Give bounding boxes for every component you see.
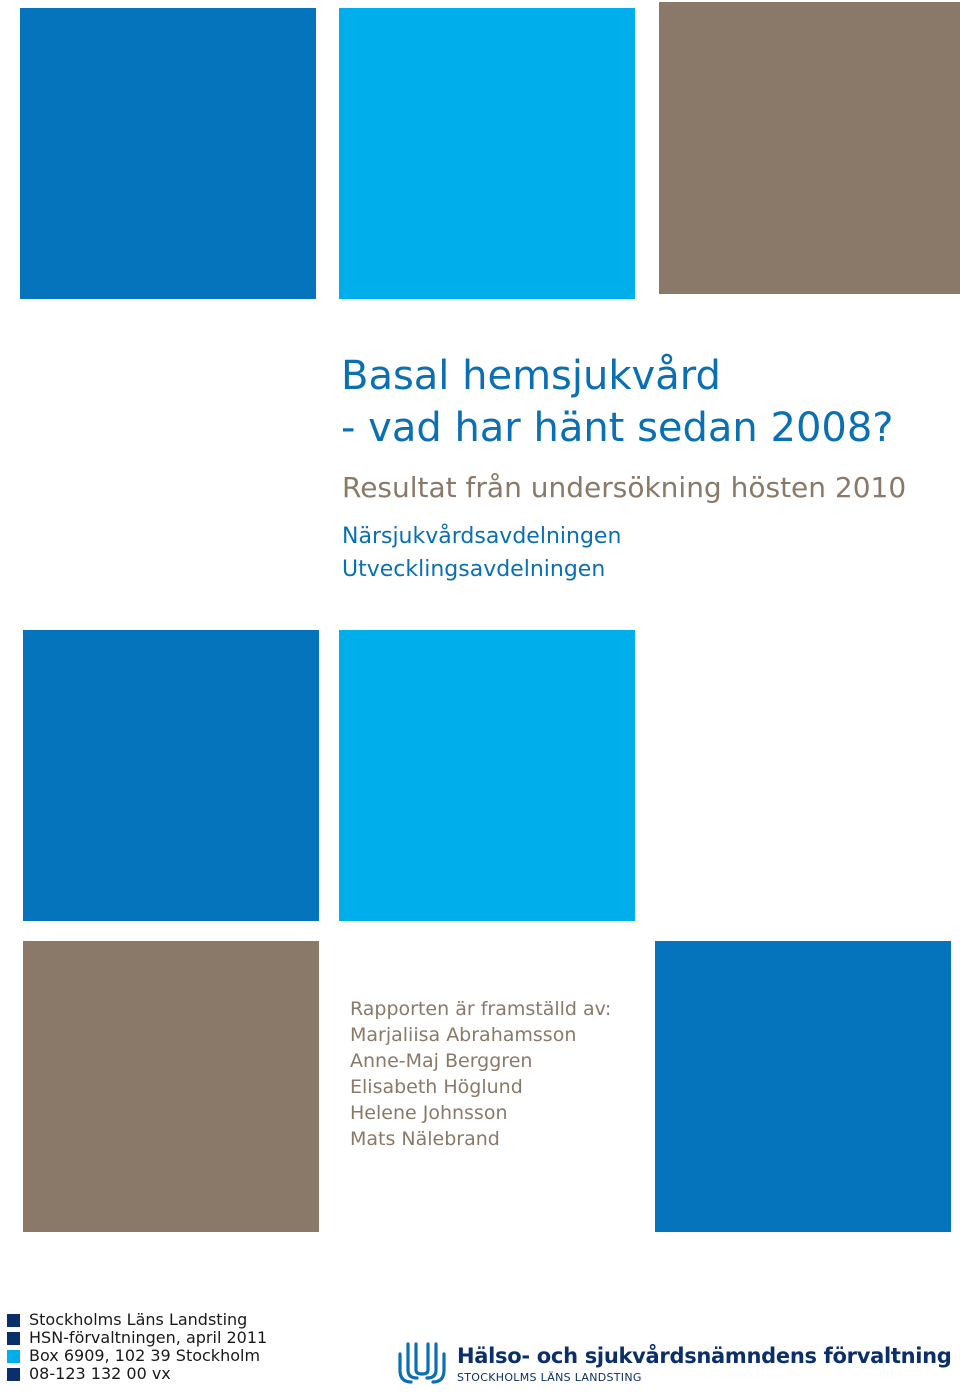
author-name: Helene Johnsson (350, 1102, 508, 1124)
department-1: Närsjukvårdsavdelningen (342, 524, 622, 549)
contact-row (7, 1311, 267, 1329)
page-title (341, 350, 894, 454)
contact-block (7, 1311, 267, 1383)
authors-block (350, 996, 611, 1152)
logo-subtitle: STOCKHOLMS LÄNS LANDSTING (457, 1371, 642, 1384)
contact-department: HSN-förvaltningen, april 2011 (29, 1328, 268, 1347)
contact-row (7, 1329, 267, 1347)
contact-organization: Stockholms Läns Landsting (29, 1310, 248, 1329)
author-name: Elisabeth Höglund (350, 1076, 523, 1098)
tile-bottom-left (23, 941, 319, 1232)
sll-logo-icon (397, 1340, 447, 1386)
department-2: Utvecklingsavdelningen (342, 557, 606, 582)
tile-top-right (659, 2, 960, 294)
square-bullet-icon (7, 1332, 20, 1345)
contact-phone: 08-123 132 00 vx (29, 1364, 171, 1383)
contact-row (7, 1347, 267, 1365)
square-bullet-icon (7, 1350, 20, 1363)
tile-top-middle (339, 8, 635, 299)
contact-row (7, 1365, 267, 1383)
subtitle: Resultat från undersökning hösten 2010 (342, 471, 907, 504)
contact-address: Box 6909, 102 39 Stockholm (29, 1346, 261, 1365)
tile-middle-center (339, 630, 635, 921)
author-name: Marjaliisa Abrahamsson (350, 1024, 577, 1046)
tile-top-left (20, 8, 316, 299)
authors-heading: Rapporten är framställd av: (350, 998, 612, 1020)
title-line-1: Basal hemsjukvård (341, 353, 721, 399)
title-line-2: - vad har hänt sedan 2008? (341, 405, 894, 451)
organization-logo (397, 1340, 953, 1386)
author-name: Anne-Maj Berggren (350, 1050, 533, 1072)
square-bullet-icon (7, 1368, 20, 1381)
tile-middle-left (23, 630, 319, 921)
departments (342, 520, 621, 586)
tile-bottom-right (655, 941, 951, 1232)
logo-name: Hälso- och sjukvårdsnämndens förvaltning (457, 1344, 952, 1368)
author-name: Mats Nälebrand (350, 1128, 500, 1150)
square-bullet-icon (7, 1314, 20, 1327)
